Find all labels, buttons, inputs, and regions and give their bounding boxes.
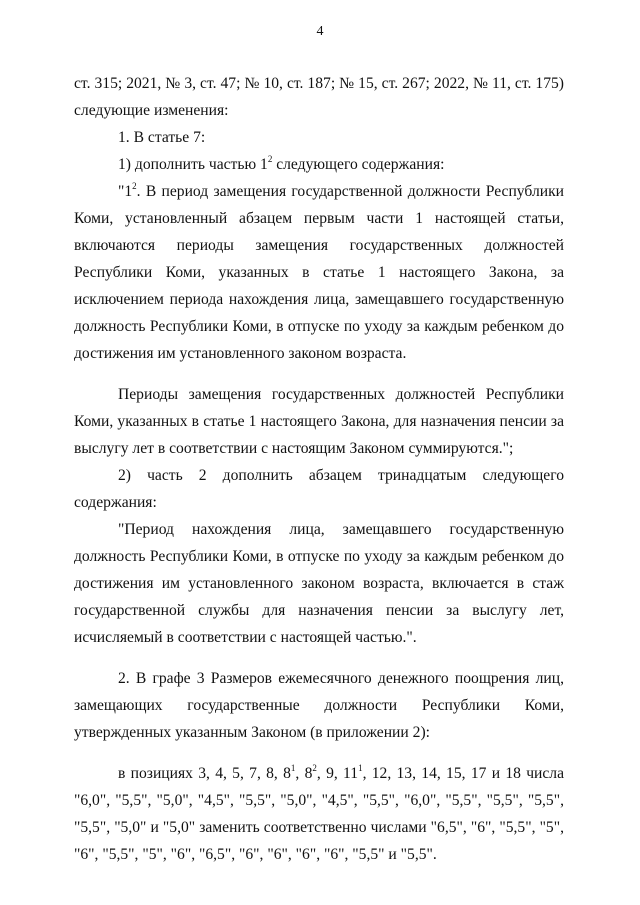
text-line: 2. В графе 3 Размеров ежемесячного денежного поощрения лиц, [118,670,564,687]
text-line: выслугу лет в соответствии с настоящим Законом суммируются."; [74,440,514,457]
text-line: Периоды замещения государственных должностей Республики [118,386,564,403]
text-line: замещающих государственные должности Республики Коми, [74,697,564,714]
text-line: 2) часть 2 дополнить абзацем тринадцатым следующего [118,467,564,484]
text-line: достижения им установленного законом возраста, включается в стаж [74,575,564,592]
text-line: 1) дополнить частью $1^2$ следующего содержания: [118,154,445,173]
text-line: должность Республики Коми, в отпуске по уходу за каждым ребенком до [74,548,564,565]
text-line: Коми, указанных в статье 1 настоящего Закона, для назначения пенсии за [74,413,564,430]
text-line: Коми, установленный абзацем первым части 1 настоящей статьи, [74,210,564,227]
document-body [74,70,564,868]
text-line: исключением периода нахождения лица, замещавшего государственную [74,291,564,308]
text-line: "6", "5,5", "5", "6", "6,5", "6", "6", "6", "6", "5,5" и "5,5". [74,846,437,863]
text-line: исчисляемый в соответствии с настоящей частью.". [74,629,417,646]
text-line: содержания: [74,494,157,511]
text-line: 1. В статье 7: [118,129,206,146]
text-line: должность Республики Коми, в отпуске по уходу за каждым ребенком до [74,318,564,335]
page-number: 4 [316,24,324,39]
text-line: государственной службы для назначения пенсии за выслугу лет, [74,602,564,619]
text-line: включаются периоды замещения государственных должностей [74,237,564,254]
text-line: "5,5", "5,0" и "5,0" заменить соответственно числами "6,5", "6", "5,5", "5", [74,819,564,836]
text-line: следующие изменения: [74,102,229,119]
text-line: достижения им установленного законом возраста. [74,345,407,362]
text-line: Республики Коми, указанных в статье 1 настоящего Закона, за [74,264,564,281]
text-line: в позициях 3, 4, 5, 7, 8, $8^1$, $8^2$, 9, $11^1$, 12, 13, 14, 15, 17 и 18 числа [118,763,565,782]
text-line: утвержденных указанным Законом (в приложении 2): [74,724,430,741]
text-line: ст. 315; 2021, № 3, ст. 47; № 10, ст. 187; № 15, ст. 267; 2022, № 11, ст. 175) [74,75,564,92]
text-line: "$1^2$. В период замещения государственной должности Республики [118,181,564,200]
text-line: "Период нахождения лица, замещавшего государственную [118,521,564,538]
text-line: "6,0", "5,5", "5,0", "4,5", "5,5", "5,0", "4,5", "5,5", "6,0", "5,5", "5,5", "5,5", [74,792,564,809]
